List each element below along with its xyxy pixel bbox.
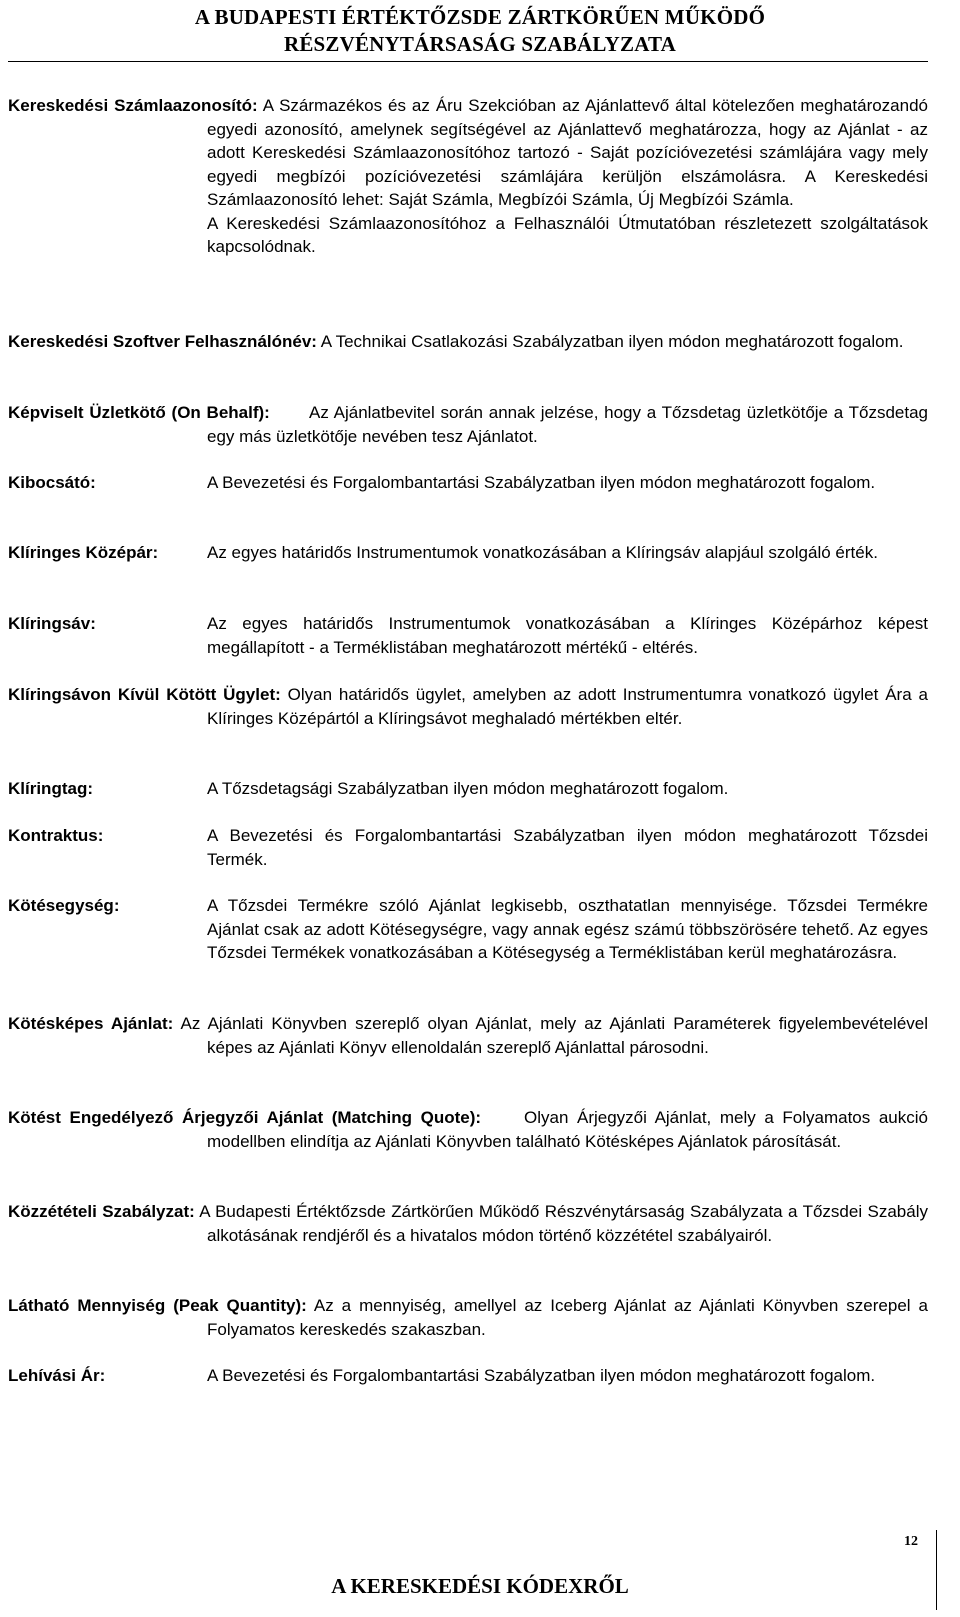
definition-term: Kötésegység:: [8, 896, 120, 915]
header-title-line-1: A BUDAPESTI ÉRTÉKTŐZSDE ZÁRTKÖRŰEN MŰKÖDŐ: [194, 5, 766, 29]
page-header: [0, 4, 960, 58]
header-rule: [8, 61, 928, 62]
definition-text: Olyan határidős ügylet, amelyben az adott Instrumentumra vonatkozó ügylet Ára a Klíringes Középártól a Klíringsávot meghaladó mértékben eltér.: [207, 685, 928, 728]
definition-text: A Bevezetési és Forgalombantartási Szabályzatban ilyen módon meghatározott Tőzsdei Termék.: [207, 826, 928, 869]
definition-text: A Tőzsdetagsági Szabályzatban ilyen módon meghatározott fogalom.: [207, 779, 729, 798]
definition-entry: [8, 612, 928, 659]
definition-text: Az egyes határidős Instrumentumok vonatkozásában a Klíringes Középárhoz képest megállapított - a Terméklistában meghatározott mértékű - eltérés.: [207, 614, 928, 657]
definition-text: Az Ajánlati Könyvben szereplő olyan Ajánlat, mely az Ajánlati Paraméterek figyelembevételével képes az Ajánlati Könyv ellenoldalán szereplő Ajánlattal párosodni.: [180, 1014, 928, 1057]
definition-term: Kötést Engedélyező Árjegyzői Ajánlat (Matching Quote):: [8, 1108, 482, 1127]
definition-term: Klíringes Középár:: [8, 543, 159, 562]
definition-text: Olyan Árjegyzői Ajánlat, mely a Folyamatos aukció modellben elindítja az Ajánlati Könyvben található Kötésképes Ajánlatok párosítását.: [207, 1108, 928, 1151]
page-number: 12: [904, 1534, 918, 1549]
definition-entry: [8, 683, 928, 730]
definition-term: Látható Mennyiség (Peak Quantity):: [8, 1296, 307, 1315]
definition-text: A Bevezetési és Forgalombantartási Szabályzatban ilyen módon meghatározott fogalom.: [207, 473, 876, 492]
definition-term: Lehívási Ár:: [8, 1366, 106, 1385]
definition-entry: [8, 824, 928, 871]
definition-term: Kereskedési Számlaazonosító:: [8, 96, 258, 115]
page-footer-title: A KERESKEDÉSI KÓDEXRŐL: [331, 1574, 629, 1598]
definition-entry: [8, 541, 928, 565]
definition-term: Klíringtag:: [8, 779, 93, 798]
definition-term: Klíringsávon Kívül Kötött Ügylet:: [8, 685, 281, 704]
definition-entry: [8, 1294, 928, 1341]
definition-entry: [8, 1012, 928, 1059]
definition-text: A Budapesti Értéktőzsde Zártkörűen Működő Részvénytársaság Szabályzata a Tőzsdei Szabály alkotásának rendjéről és a hivatalos módon történő közzététel szabályairól.: [199, 1202, 928, 1245]
definition-entry: [8, 1106, 928, 1153]
definition-entry: [8, 777, 928, 801]
definition-text: Az a mennyiség, amellyel az Iceberg Ajánlat az Ajánlati Könyvben szerepel a Folyamatos kereskedés szakaszban.: [207, 1296, 928, 1339]
definition-text: Az egyes határidős Instrumentumok vonatkozásában a Klíringsáv alapjául szolgáló érték.: [207, 543, 878, 562]
definition-term: Kereskedési Szoftver Felhasználónév:: [8, 332, 317, 351]
definition-text: A Bevezetési és Forgalombantartási Szabályzatban ilyen módon meghatározott fogalom.: [207, 1366, 876, 1385]
definition-entry: [8, 330, 928, 354]
definition-text: Az Ajánlatbevitel során annak jelzése, hogy a Tőzsdetag üzletkötője a Tőzsdetag egy más üzletkötője nevében tesz Ajánlatot.: [207, 403, 928, 446]
definition-term: Képviselt Üzletkötő (On Behalf):: [8, 403, 270, 422]
definition-entry: [8, 1200, 928, 1247]
definition-text: A Kereskedési Számlaazonosítóhoz a Felhasználói Útmutatóban részletezett szolgáltatások kapcsolódnak.: [207, 213, 928, 256]
definition-entry: [8, 471, 928, 495]
definition-term: Kontraktus:: [8, 826, 104, 845]
definition-entry: [8, 894, 928, 965]
definition-entry: [8, 94, 928, 259]
definition-term: Kötésképes Ajánlat:: [8, 1014, 174, 1033]
definition-term: Közzétételi Szabályzat:: [8, 1202, 195, 1221]
definition-entry: [8, 1364, 928, 1388]
definition-text: A Technikai Csatlakozási Szabályzatban ilyen módon meghatározott fogalom.: [320, 332, 904, 351]
definition-text: A Tőzsdei Termékre szóló Ajánlat legkisebb, oszthatatlan mennyisége. Tőzsdei Termékre Ajánlat csak az adott Kötésegységre, vagy annak egész számú többszörösére tehető. Az egyes Tőzsdei Termékek vonatkozásában a Kötésegység a Terméklistában kerül meghatározásra.: [207, 896, 928, 962]
definition-term: Klíringsáv:: [8, 614, 96, 633]
definition-entry: [8, 401, 928, 448]
header-title-line-2: RÉSZVÉNYTÁRSASÁG SZABÁLYZATA: [283, 32, 677, 56]
definition-text: A Származékos és az Áru Szekcióban az Ajánlattevő által kötelezően meghatározandó egyedi azonosító, amelynek segítségével az Ajánlattevő meghatározza, hogy az Ajánlat - az adott Kereskedési Számlaazonosítóhoz tartozó - Saját pozícióvezetési számlájára vagy mely egyedi megbízói pozícióvezetési számlájára kerüljön elszámolásra. A Kereskedési Számlaazonosító lehet: Saját Számla, Megbízói Számla, Új Megbízói Számla.: [207, 96, 928, 209]
definition-term: Kibocsátó:: [8, 473, 96, 492]
